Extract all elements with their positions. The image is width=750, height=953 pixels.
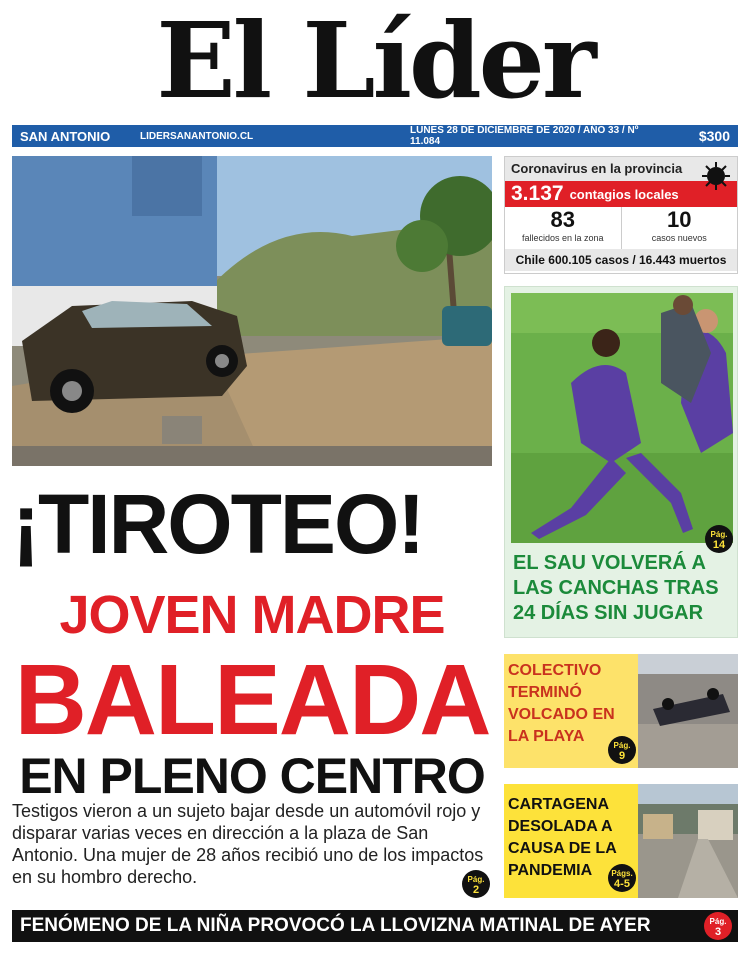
chile-totals: Chile 600.105 casos / 16.443 muertos — [505, 249, 737, 271]
main-page-badge — [462, 870, 490, 898]
main-page-label: Pág. — [467, 875, 485, 884]
bottom-page-label: Pág. — [709, 917, 727, 926]
newspaper-title: El Líder — [156, 0, 594, 122]
colectivo-photo — [638, 654, 738, 768]
sports-photo — [511, 293, 733, 543]
deaths-stat — [505, 207, 622, 249]
sports-headline[interactable]: EL SAU VOLVERÁ A LAS CANCHAS TRAS 24 DÍAS SIN JUGAR — [513, 552, 719, 624]
info-bar — [12, 125, 738, 147]
bottom-banner[interactable] — [12, 910, 738, 942]
bottom-page-badge — [704, 912, 732, 940]
cartagena-headline[interactable]: CARTAGENA DESOLADA A CAUSA DE LA PANDEMIA — [508, 796, 617, 879]
cartagena-page-label: Págs. — [611, 869, 633, 878]
main-story-photo — [12, 156, 492, 466]
issue-date: LUNES 28 DE DICIEMBRE DE 2020 / AÑO 33 / Nº 11.084 — [410, 125, 639, 147]
new-cases-stat — [622, 207, 738, 249]
cartagena-page-number: 4-5 — [614, 878, 630, 890]
colectivo-headline[interactable]: COLECTIVO TERMINÓ VOLCADO EN LA PLAYA — [508, 662, 615, 745]
deaths-number: 83 — [550, 207, 575, 232]
local-cases-number: 3.137 — [511, 182, 564, 205]
sports-page-number: 14 — [712, 539, 726, 551]
bottom-headline[interactable]: FENÓMENO DE LA NIÑA PROVOCÓ LA LLOVIZNA MATINAL DE AYER — [20, 915, 651, 936]
colectivo-story[interactable] — [504, 654, 738, 768]
issue-price: $300 — [698, 128, 730, 144]
colectivo-page-number: 9 — [618, 750, 626, 762]
bottom-page-number: 3 — [714, 926, 722, 938]
main-headline-line1[interactable]: JOVEN MADRE — [59, 585, 445, 645]
covid-header: Coronavirus en la provincia — [505, 157, 737, 181]
website-link[interactable]: LIDERSANANTONIO.CL — [140, 130, 254, 142]
city-name: SAN ANTONIO — [20, 128, 111, 144]
colectivo-page-label: Pág. — [613, 741, 631, 750]
main-page-number: 2 — [472, 884, 480, 896]
main-kicker[interactable]: ¡TIROTEO! — [12, 477, 424, 571]
covid-stats-box — [504, 156, 738, 274]
deaths-label: fallecidos en la zona — [521, 233, 604, 243]
sports-page-label: Pág. — [710, 530, 728, 539]
cartagena-page-badge — [608, 864, 636, 892]
colectivo-page-badge — [608, 736, 636, 764]
new-cases-label: casos nuevos — [651, 233, 707, 243]
main-headline-line3[interactable]: EN PLENO CENTRO — [19, 748, 485, 804]
sports-story[interactable] — [504, 286, 738, 638]
cartagena-photo — [638, 784, 738, 898]
new-cases-number: 10 — [667, 207, 692, 232]
sports-page-badge — [705, 525, 733, 553]
main-story-body: Testigos vieron a un sujeto bajar desde un automóvil rojo y disparar varias veces en dirección a la plaza de San Antonio. Una mujer de 28 años recibió uno de los impactos en su hombro derecho. — [12, 801, 484, 887]
main-headline-line2[interactable]: BALEADA — [14, 644, 490, 756]
masthead — [0, 0, 750, 122]
local-cases-label: contagios locales — [569, 186, 679, 202]
virus-icon — [701, 161, 731, 191]
cartagena-story[interactable] — [504, 784, 738, 898]
covid-stats-row — [505, 207, 737, 249]
